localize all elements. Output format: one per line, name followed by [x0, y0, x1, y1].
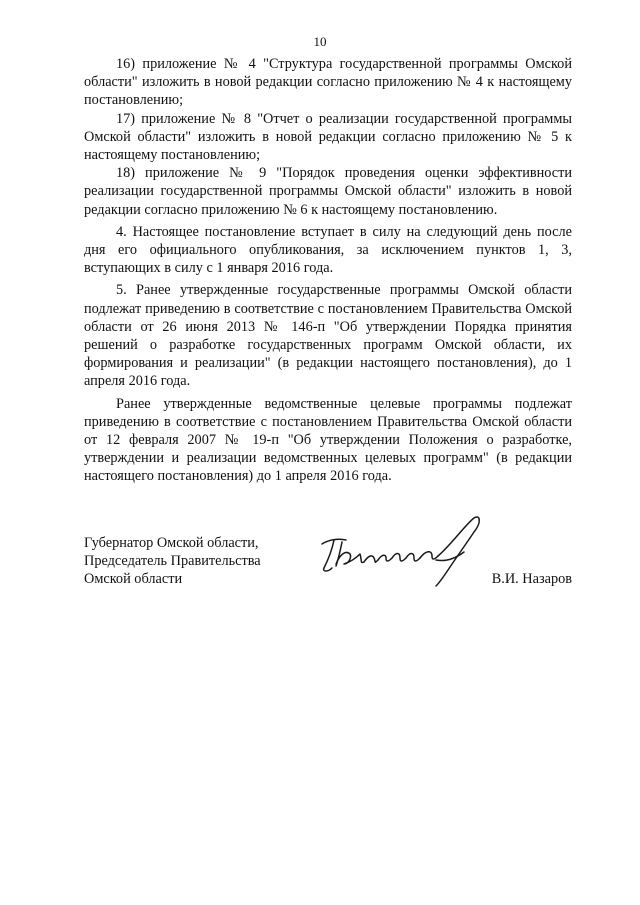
paragraph-item-16: 16) приложение № 4 "Структура государственной программы Омской области" изложить в новой редакции согласно приложению № 4 к настоящему постановлению; [84, 56, 572, 109]
page-number: 10 [313, 34, 327, 49]
signer-title-line-3: Омской области [84, 571, 183, 588]
paragraph-state-programs: 5. Ранее утвержденные государственные программы Омской области подлежат приведению в соответствие с постановлением Правительства Омской области от 26 июня 2013 № 146-п "Об утверждении Порядка принятия решений о разработке государственных программ Омской области, их формирования и реализации" (в редакции настоящего постановления), до 1 апреля 2016 года. [84, 282, 572, 390]
signer-title [84, 534, 261, 589]
paragraph-item-18: 18) приложение № 9 "Порядок проведения оценки эффективности реализации государственной программы Омской области" изложить в новой редакции согласно приложению № 6 к настоящему постановлению. [84, 165, 572, 218]
signer-title-line-1: Губернатор Омской области, [84, 535, 259, 551]
document-body [84, 55, 572, 490]
signature-block [84, 534, 572, 604]
paragraph-item-17: 17) приложение № 8 "Отчет о реализации государственной программы Омской области" изложить в новой редакции согласно приложению № 5 к настоящему постановлению; [84, 110, 572, 164]
paragraph-departmental-programs: Ранее утвержденные ведомственные целевые программы подлежат приведению в соответствие с постановлением Правительства Омской области от 12 февраля 2007 № 19-п "Об утверждении Положения о разработке, утверждении и реализации ведомственных целевых программ" (в редакции настоящего постановления) до 1 апреля 2016 года. [84, 395, 572, 485]
paragraph-effective-date: 4. Настоящее постановление вступает в силу на следующий день после дня его официального опубликования, за исключением пунктов 1, 3, вступающих в силу с 1 января 2016 года. [84, 223, 572, 277]
signer-title-line-2: Председатель Правительства [84, 553, 261, 570]
handwritten-signature [316, 510, 494, 590]
signer-name: В.И. Назаров [491, 571, 572, 587]
